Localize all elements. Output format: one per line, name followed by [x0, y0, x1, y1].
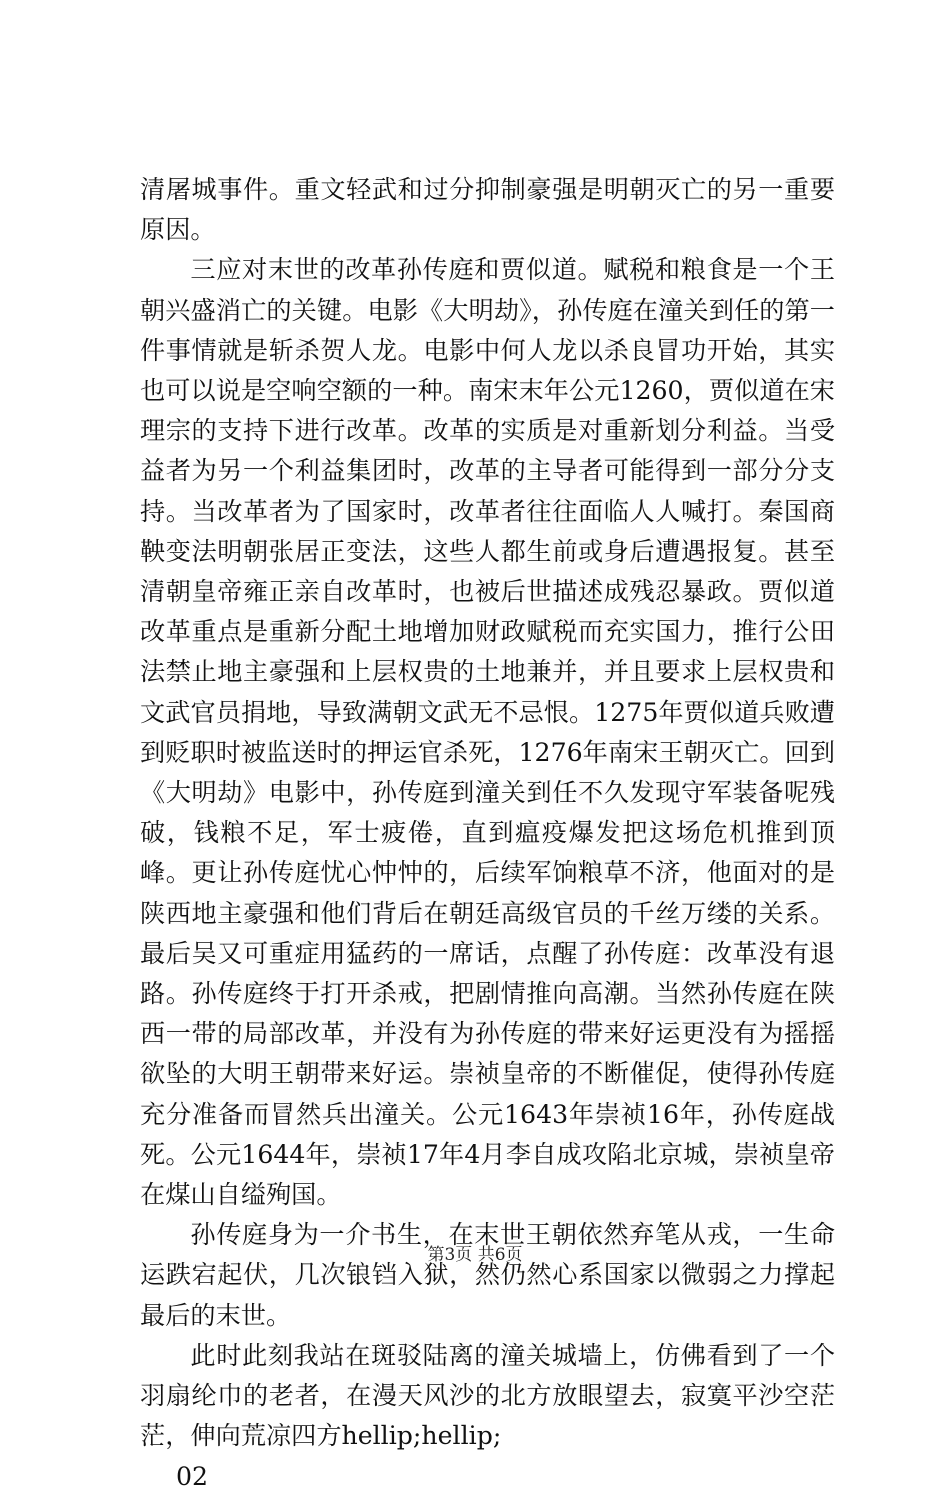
- paragraph-4: 此时此刻我站在斑驳陆离的潼关城墙上，仿佛看到了一个羽扇纶巾的老者，在漫天风沙的北方放眼望去，寂寞平沙空茫茫，伸向荒凉四方hellip;hellip;: [140, 1340, 835, 1451]
- paragraph-3: 孙传庭身为一介书生，在末世王朝依然弃笔从戎，一生命运跌宕起伏，几次锒铛入狱，然仍然心系国家以微弱之力撑起最后的末世。: [140, 1220, 835, 1330]
- paragraph-2: 三应对末世的改革孙传庭和贾似道。赋税和粮食是一个王朝兴盛消亡的关键。电影《大明劫》，孙传庭在潼关到任的第一件事情就是斩杀贺人龙。电影中何人龙以杀良冒功开始，其实也可以说是空响空额的一种。南宋末年公元1260，贾似道在宋理宗的支持下进行改革。改革的实质是对重新划分利益。当受益者为另一个利益集团时，改革的主导者可能得到一部分分支持。当改革者为了国家时，改革者往往面临人人喊打。秦国商鞅变法明朝张居正变法，这些人都生前或身后遭遇报复。甚至清朝皇帝雍正亲自改革时，也被后世描述成残忍暴政。贾似道改革重点是重新分配土地增加财政赋税而充实国力，推行公田法禁止地主豪强和上层权贵的土地兼并，并且要求上层权贵和文武官员捐地，导致满朝文武无不忌恨。1275年贾似道兵败遭到贬职时被监送时的押运官杀死，1276年南宋王朝灭亡。回到《大明劫》电影中，孙传庭到潼关到任不久发现守军装备呢残破，钱粮不足，军士疲倦，直到瘟疫爆发把这场危机推到顶峰。更让孙传庭忧心忡忡的，后续军饷粮草不济，他面对的是陕西地主豪强和他们背后在朝廷高级官员的千丝万缕的关系。最后吴又可重症用猛药的一席话，点醒了孙传庭：改革没有退路。孙传庭终于打开杀戒，把剧情推向高潮。当然孙传庭在陕西一带的局部改革，并没有为孙传庭的带来好运更没有为摇摇欲坠的大明王朝带来好运。崇祯皇帝的不断催促，使得孙传庭充分准备而冒然兵出潼关。公元1643年崇祯16年，孙传庭战死。公元1644年，崇祯17年4月李自成攻陷北京城，崇祯皇帝在煤山自缢殉国。: [140, 255, 835, 1210]
- paragraph-1: 清屠城事件。重文轻武和过分抑制豪强是明朝灭亡的另一重要原因。: [140, 175, 835, 245]
- document-body: [140, 170, 835, 1497]
- page-footer: 第3页 共6页: [427, 1245, 523, 1265]
- section-label: 02: [176, 1461, 209, 1491]
